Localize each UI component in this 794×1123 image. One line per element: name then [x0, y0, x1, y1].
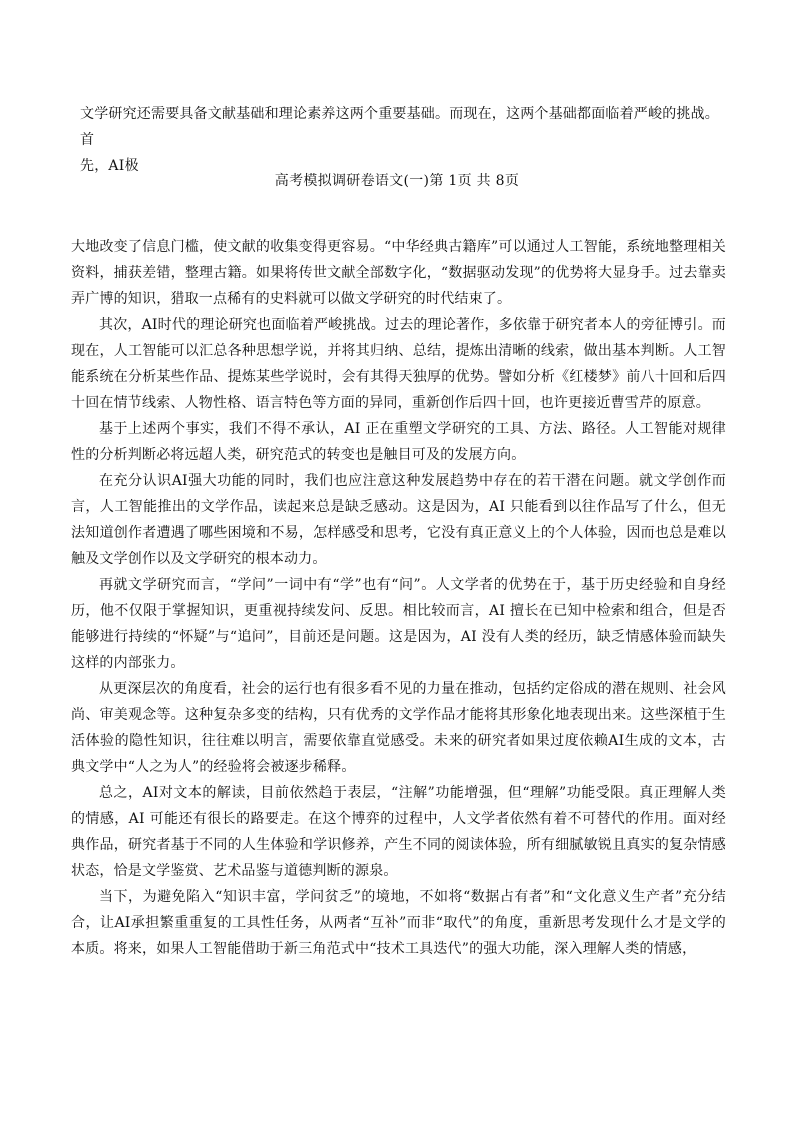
paragraph: 其次，AI时代的理论研究也面临着严峻挑战。过去的理论著作，多依靠于研究者本人的旁征博引。而现在，人工智能可以汇总各种思想学说，并将其归纳、总结，提炼出清晰的线索，做出基本判断。人工智能系统在分析某些作品、提炼某些学说时，会有其得天独厚的优势。譬如分析《红楼梦》前八十回和后四十回在情节线索、人物性格、语言特色等方面的异同，重新创作后四十回，也许更接近曹雪芹的原意。 [71, 317, 726, 411]
article-body [71, 234, 726, 962]
paragraph: 基于上述两个事实，我们不得不承认，AI 正在重塑文学研究的工具、方法、路径。人工智能对规律性的分析判断必将远超人类，研究范式的转变也是触目可及的发展方向。 [71, 421, 726, 463]
paragraph: 再就文学研究而言，“学问”一词中有“学”也有“问”。人文学者的优势在于，基于历史经验和自身经历，他不仅限于掌握知识，更重视持续发问、反思。相比较而言，AI 擅长在已知中检索和组合，但是否能够进行持续的“怀疑”与“追问”，目前还是问题。这是因为，AI 没有人类的经历，缺乏情感体验而缺失这样的内部张力。 [71, 577, 726, 671]
paragraph: 在充分认识AI强大功能的同时，我们也应注意这种发展趋势中存在的若干潜在问题。就文学创作而言，人工智能推出的文学作品，读起来总是缺乏感动。这是因为，AI 只能看到以往作品写了什么，但无法知道创作者遭遇了哪些困境和不易，怎样感受和思考，它没有真正意义上的个人体验，因而也总是难以触及文学创作以及文学研究的根本动力。 [71, 473, 726, 567]
paragraph: 总之，AI对文本的解读，目前依然趋于表层，“注解”功能增强，但“理解”功能受限。真正理解人类的情感，AI 可能还有很长的路要走。在这个博弈的过程中，人文学者依然有着不可替代的作用。面对经典作品，研究者基于不同的人生体验和学识修养，产生不同的阅读体验，所有细腻敏锐且真实的复杂情感状态，恰是文学鉴赏、艺术品鉴与道德判断的源泉。 [71, 785, 726, 879]
paragraph: 大地改变了信息门槛，使文献的收集变得更容易。“中华经典古籍库”可以通过人工智能，系统地整理相关资料，捕获差错，整理古籍。如果将传世文献全部数字化，“数据驱动发现”的优势将大显身手。过去靠卖弄广博的知识，猎取一点稀有的史料就可以做文学研究的时代结束了。 [71, 239, 726, 307]
page-footer: 高考模拟调研卷语文(一)第 1页 共 8页 [274, 173, 520, 189]
text-line: 文学研究还需要具备文献基础和理论素养这两个重要基础。而现在，这两个基础都面临着严峻的挑战。首 [80, 106, 719, 148]
text-line: 先，AI极 [80, 158, 139, 174]
paragraph: 从更深层次的角度看，社会的运行也有很多看不见的力量在推动，包括约定俗成的潜在规则、社会风尚、审美观念等。这种复杂多变的结构，只有优秀的文学作品才能将其形象化地表现出来。这些深植于生活体验的隐性知识，往往难以明言，需要依靠直觉感受。未来的研究者如果过度依赖AI生成的文本，古典文学中“人之为人”的经验将会被逐步稀释。 [71, 681, 726, 775]
paragraph: 当下，为避免陷入“知识丰富，学问贫乏”的境地，不如将“数据占有者”和“文化意义生产者”充分结合，让AI承担繁重重复的工具性任务，从两者“互补”而非“取代”的角度，重新思考发现什么才是文学的本质。将来，如果人工智能借助于新三角范式中“技术工具迭代”的强大功能，深入理解人类的情感， [71, 889, 726, 957]
